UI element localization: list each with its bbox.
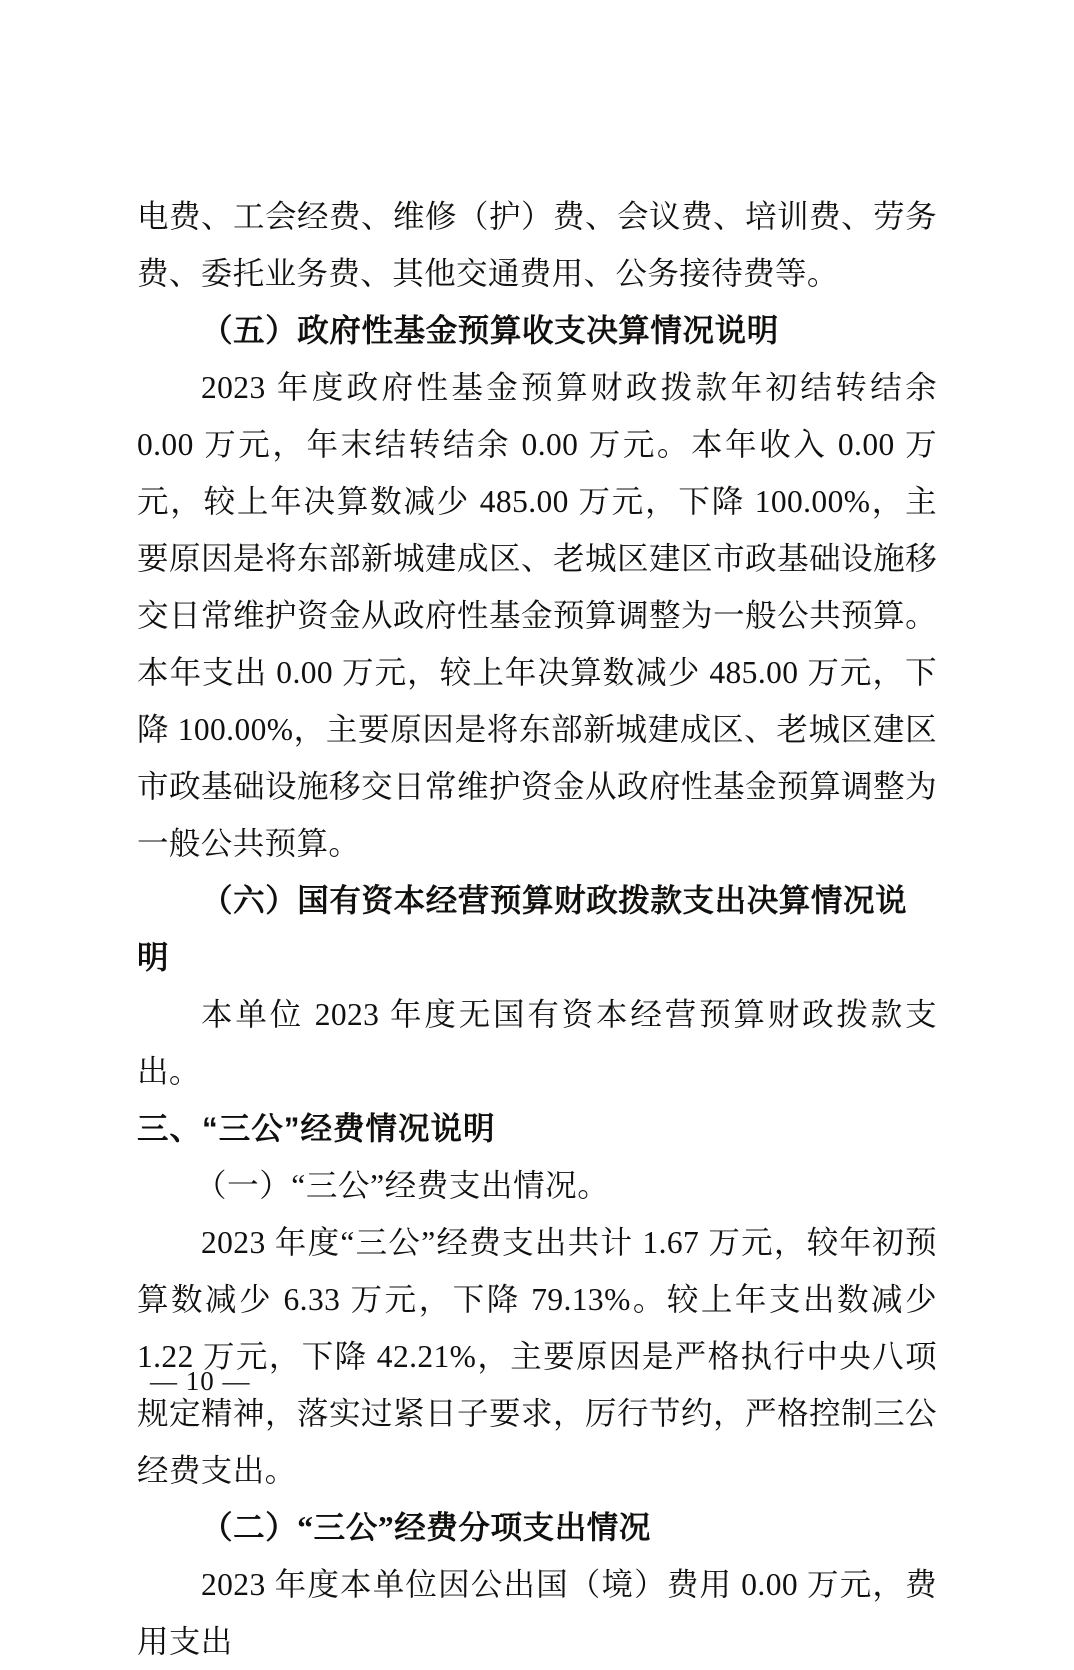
page-body — [137, 188, 937, 1670]
heading-section-three: 三、“三公”经费情况说明 — [137, 1110, 496, 1146]
paragraph-overseas-travel-expense: 2023 年度本单位因公出国（境）费用 0.00 万元，费用支出 — [137, 1567, 937, 1659]
paragraph-state-capital-operating-budget: 本单位 2023 年度无国有资本经营预算财政拨款支出。 — [137, 997, 937, 1089]
paragraph-government-fund-budget: 2023 年度政府性基金预算财政拨款年初结转结余 0.00 万元，年末结转结余 0.00 万元。本年收入 0.00 万元，较上年决算数减少 485.00 万元，下降 100.00%，主要原因是将东部新城建成区、老城区建区市政基础设施移交日常维护资金从政府性基金预算调整为一般公共预算。本年支出 0.00 万元，较上年决算数减少 485.00 万元，下降 100.00%，主要原因是将东部新城建成区、老城区建区市政基础设施移交日常维护资金从政府性基金预算调整为一般公共预算。 — [137, 370, 937, 861]
heading-section-6: （六）国有资本经营预算财政拨款支出决算情况说明 — [137, 883, 908, 975]
paragraph-expense-categories: 电费、工会经费、维修（护）费、会议费、培训费、劳务费、委托业务费、其他交通费用、公务接待费等。 — [137, 199, 937, 291]
page-number-footer: — 10 — — [150, 1366, 251, 1396]
paragraph-three-public-expenses-total: 2023 年度“三公”经费支出共计 1.67 万元，较年初预算数减少 6.33 万元，下降 79.13%。较上年支出数减少 1.22 万元，下降 42.21%，主要原因是严格执行中央八项规定精神，落实过紧日子要求，厉行节约，严格控制三公经费支出。 — [137, 1225, 937, 1488]
heading-subsection-2: （二）“三公”经费分项支出情况 — [201, 1510, 652, 1545]
heading-subsection-1: （一）“三公”经费支出情况。 — [195, 1168, 610, 1203]
heading-section-5: （五）政府性基金预算收支决算情况说明 — [201, 313, 779, 348]
